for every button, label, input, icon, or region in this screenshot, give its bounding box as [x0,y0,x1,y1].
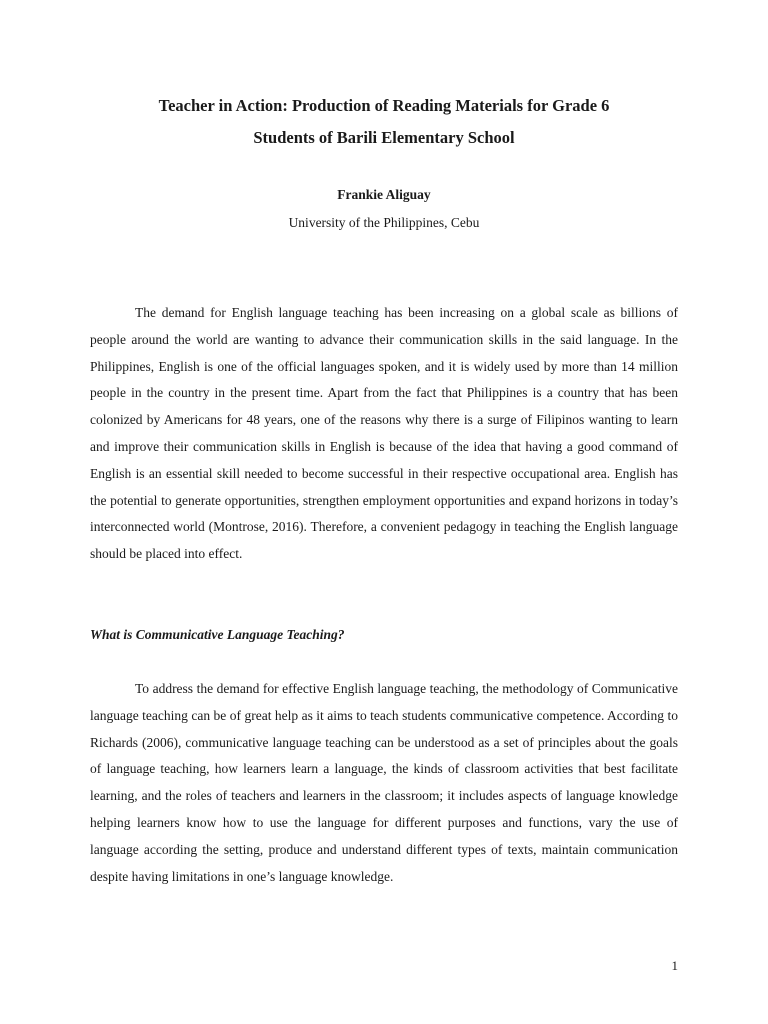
author-affiliation: University of the Philippines, Cebu [288,215,480,230]
body-paragraph-2: To address the demand for effective English language teaching, the methodology of Communicative language teaching can be of great help as it aims to teach students communicative competence. According to Richards (2006), communicative language teaching can be understood as a set of principles about the goals of language teaching, how learners learn a language, the kinds of classroom activities that best facilitate learning, and the roles of teachers and learners in the classroom; it includes aspects of language knowledge helping learners know how to use the language for different purposes and functions, vary the use of language according the setting, produce and understand different types of texts, maintain communication despite having limitations in one’s language knowledge. [90,681,678,884]
document-title-line-1: Teacher in Action: Production of Reading Materials for Grade 6 [158,96,610,115]
author-name: Frankie Aliguay [337,187,431,202]
document-title-line-2: Students of Barili Elementary School [253,128,515,147]
section-heading: What is Communicative Language Teaching? [90,627,345,642]
body-paragraph-1: The demand for English language teaching has been increasing on a global scale as billions of people around the world are wanting to advance their communication skills in the said language. In the Philippines, English is one of the official languages spoken, and it is widely used by more than 14 million people in the country in the present time. Apart from the fact that Philippines is a country that has been colonized by Americans for 48 years, one of the reasons why there is a surge of Filipinos wanting to learn and improve their communication skills in English is because of the idea that having a good command of English is an essential skill needed to become successful in their respective occupational area. English has the potential to generate opportunities, strengthen employment opportunities and expand horizons in today’s interconnected world (Montrose, 2016). Therefore, a convenient pedagogy in teaching the English language should be placed into effect. [90,305,678,562]
page-number: 1 [671,958,678,973]
